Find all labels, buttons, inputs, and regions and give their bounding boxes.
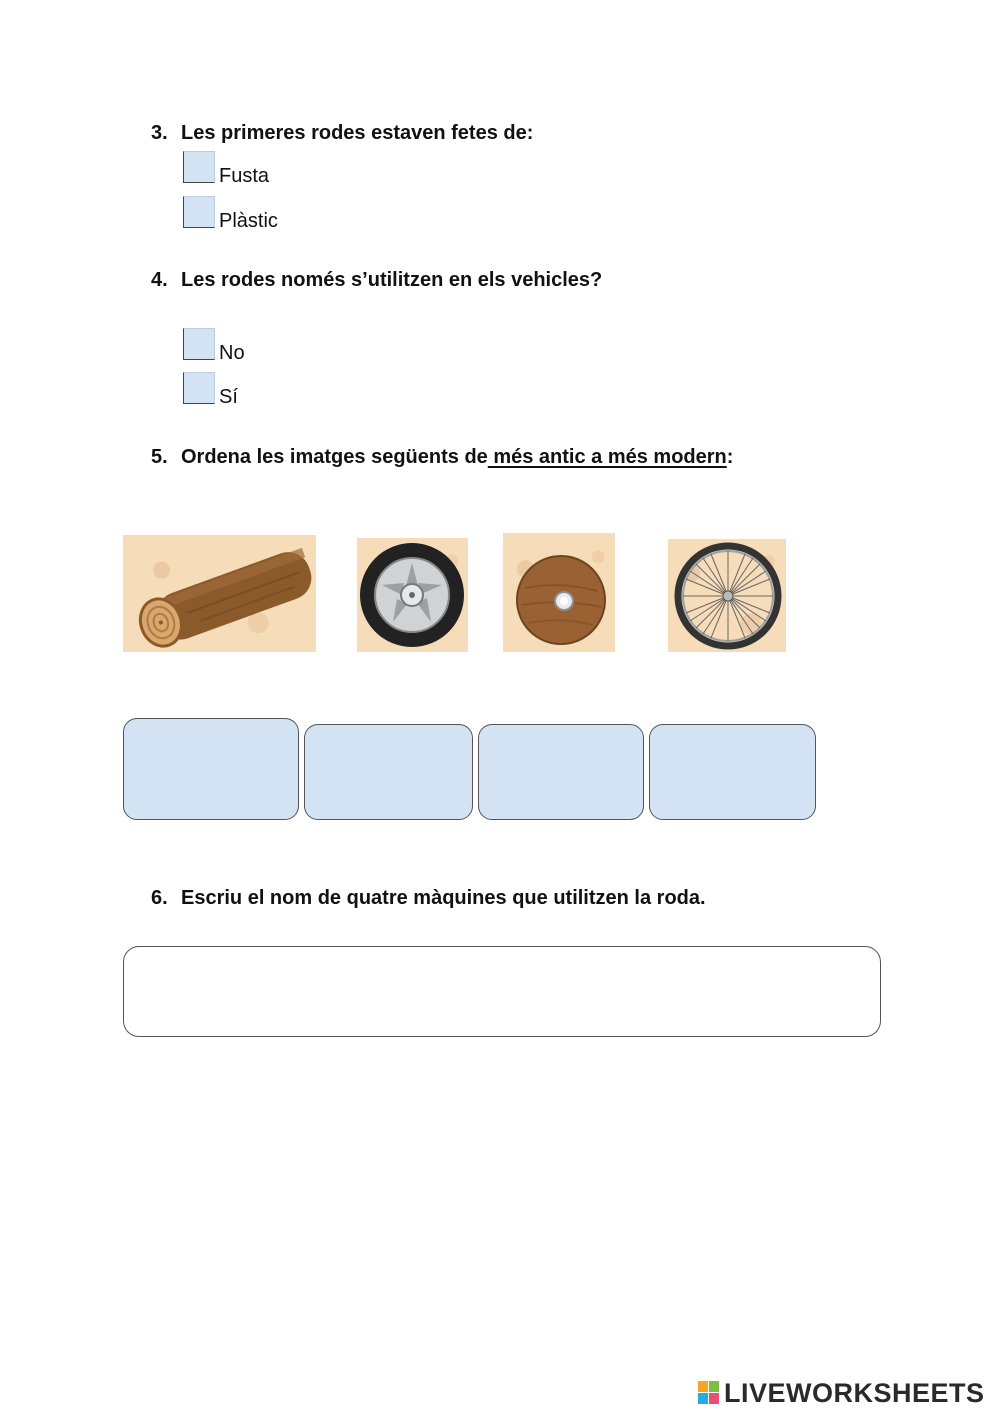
question-number: 6.	[151, 887, 168, 909]
checkbox[interactable]	[183, 196, 215, 228]
question-number: 4.	[151, 269, 168, 291]
order-drop-box-1[interactable]	[123, 718, 299, 820]
question-text: Les rodes només s’utilitzen en els vehicles?	[181, 269, 603, 291]
question-4	[151, 269, 602, 292]
question-text: Ordena les imatges següents de	[181, 446, 488, 468]
question-text: Les primeres rodes estaven fetes de:	[181, 122, 534, 144]
car-tire-image[interactable]	[357, 538, 468, 652]
bicycle-wheel-icon	[668, 539, 786, 652]
wooden-wheel-image[interactable]	[503, 533, 615, 652]
order-drop-box-2[interactable]	[304, 724, 473, 820]
order-drop-box-4[interactable]	[649, 724, 816, 820]
question-text-end: :	[726, 446, 734, 468]
checkbox[interactable]	[183, 372, 215, 404]
liveworksheets-logo-icon	[698, 1381, 720, 1405]
question-6	[151, 887, 706, 910]
car-tire-icon	[357, 538, 468, 652]
option-label: No	[219, 342, 245, 364]
checkbox[interactable]	[183, 151, 215, 183]
brand-name: LIVEWORKSHEETS	[724, 1377, 985, 1408]
question-text: Escriu el nom de quatre màquines que utilitzen la roda.	[181, 887, 706, 909]
log-image[interactable]	[123, 535, 316, 652]
liveworksheets-brand[interactable]	[698, 1378, 985, 1408]
log-icon	[123, 535, 316, 652]
question-text-underlined: més antic a més modern	[487, 446, 727, 468]
option-label: Sí	[219, 386, 238, 408]
question-number: 3.	[151, 122, 168, 144]
checkbox[interactable]	[183, 328, 215, 360]
wooden-wheel-icon	[503, 533, 615, 652]
answer-text-box[interactable]	[123, 946, 881, 1037]
question-number: 5.	[151, 446, 168, 468]
order-drop-box-3[interactable]	[478, 724, 644, 820]
question-5	[151, 446, 733, 469]
bicycle-wheel-image[interactable]	[668, 539, 786, 652]
question-3	[151, 122, 533, 145]
option-label: Fusta	[219, 165, 270, 187]
option-label: Plàstic	[219, 210, 278, 232]
